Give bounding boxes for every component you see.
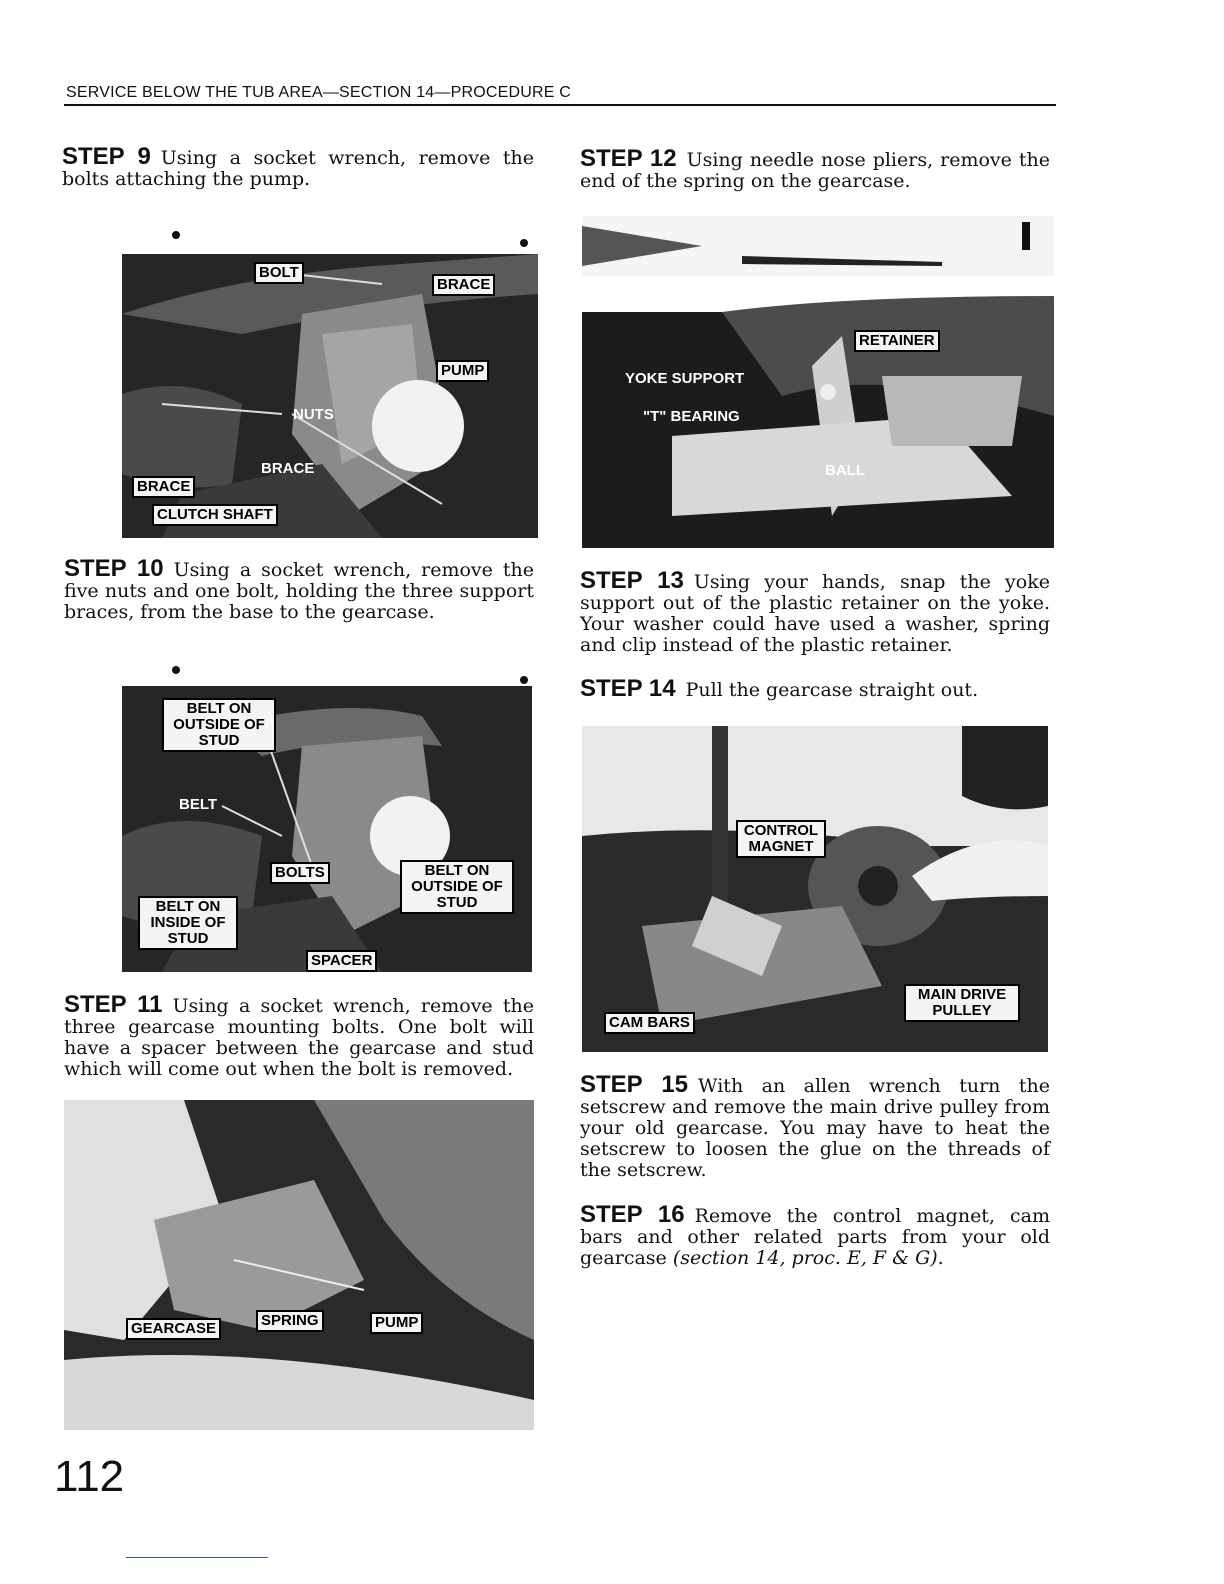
header-rule (64, 104, 1056, 106)
label-bolts: BOLTS (270, 862, 330, 884)
step-13-text: Using your hands, snap the yoke support out of the plastic retainer on the yoke. Your washer could have used a washer, spring and clip instead of the plastic retainer. (580, 571, 1050, 656)
photo-pump-bolts (122, 254, 538, 538)
step-16-reference: (section 14, proc. E, F & G). (672, 1247, 944, 1269)
step-10-text: Using a socket wrench, remove the five nuts and one bolt, holding the three support braces, from the base to the gearcase. (64, 559, 534, 623)
photo-gearcase-pulley (582, 726, 1048, 1052)
step-10-number: STEP 10 (64, 555, 164, 582)
label-gearcase: GEARCASE (126, 1318, 221, 1340)
step-16 (580, 1201, 1050, 1269)
registration-dot (520, 239, 528, 247)
footer-rule (126, 1557, 268, 1558)
step-13 (580, 567, 1050, 656)
registration-dot (172, 231, 180, 239)
label-brace: BRACE (432, 274, 495, 296)
step-14-text: Pull the gearcase straight out. (685, 679, 979, 701)
label-spacer: SPACER (306, 950, 377, 972)
photo-gearcase-spring-art (64, 1100, 534, 1430)
step-13-number: STEP 13 (580, 567, 684, 594)
label-t-bearing: "T" BEARING (643, 408, 740, 425)
step-9-number: STEP 9 (62, 143, 151, 170)
label-belt-on-inside-of-stud: BELT ON INSIDE OF STUD (138, 896, 238, 950)
step-11-text: Using a socket wrench, remove the three gearcase mounting bolts. One bolt will have a spacer between the gearcase and stud which will come out when the bolt is removed. (64, 995, 535, 1080)
registration-dot (172, 666, 180, 674)
step-12-text: Using needle nose pliers, remove the end of the spring on the gearcase. (580, 149, 1050, 192)
step-12-number: STEP 12 (580, 145, 677, 172)
step-14-number: STEP 14 (580, 675, 676, 702)
photo-yoke-support (582, 216, 1054, 548)
label-retainer: RETAINER (854, 330, 940, 352)
label-clutch-shaft: CLUTCH SHAFT (152, 504, 278, 526)
label-nuts: NUTS (293, 406, 334, 423)
label-belt-on-outside-of-stud: BELT ON OUTSIDE OF STUD (162, 698, 276, 752)
step-9-text: Using a socket wrench, remove the bolts attaching the pump. (62, 147, 535, 190)
label-pump: PUMP (436, 360, 489, 382)
photo-belt-bolts (122, 686, 532, 972)
step-10 (64, 555, 534, 623)
step-15-number: STEP 15 (580, 1071, 689, 1098)
label-main-drive-pulley: MAIN DRIVE PULLEY (904, 984, 1020, 1022)
label-bolt: BOLT (254, 262, 304, 284)
label-spring: SPRING (256, 1310, 324, 1332)
step-16-number: STEP 16 (580, 1201, 685, 1228)
label-belt-on-outside-of-stud: BELT ON OUTSIDE OF STUD (400, 860, 514, 914)
step-14 (580, 675, 1050, 702)
registration-dot (520, 676, 528, 684)
label-ball: BALL (825, 462, 865, 479)
step-9 (62, 143, 535, 190)
step-16-text: Remove the control magnet, cam bars and other related parts from your old gearcase (580, 1205, 1050, 1269)
step-15 (580, 1071, 1050, 1181)
step-11-number: STEP 11 (64, 991, 163, 1018)
page-header: SERVICE BELOW THE TUB AREA—SECTION 14—PROCEDURE C (66, 84, 572, 101)
step-12 (580, 145, 1050, 192)
label-belt: BELT (179, 796, 218, 813)
label-pump: PUMP (370, 1312, 423, 1334)
label-control-magnet: CONTROL MAGNET (736, 820, 826, 858)
label-brace: BRACE (261, 460, 315, 477)
photo-gearcase-spring (64, 1100, 534, 1430)
label-yoke-support: YOKE SUPPORT (625, 370, 745, 387)
step-15-text: With an allen wrench turn the setscrew and remove the main drive pulley from your old gearcase. You may have to heat the setscrew to loosen the glue on the threads of the setscrew. (580, 1075, 1050, 1181)
step-11 (64, 991, 535, 1080)
label-cam-bars: CAM BARS (604, 1012, 695, 1034)
label-brace: BRACE (132, 476, 195, 498)
page-number: 112 (54, 1452, 125, 1501)
